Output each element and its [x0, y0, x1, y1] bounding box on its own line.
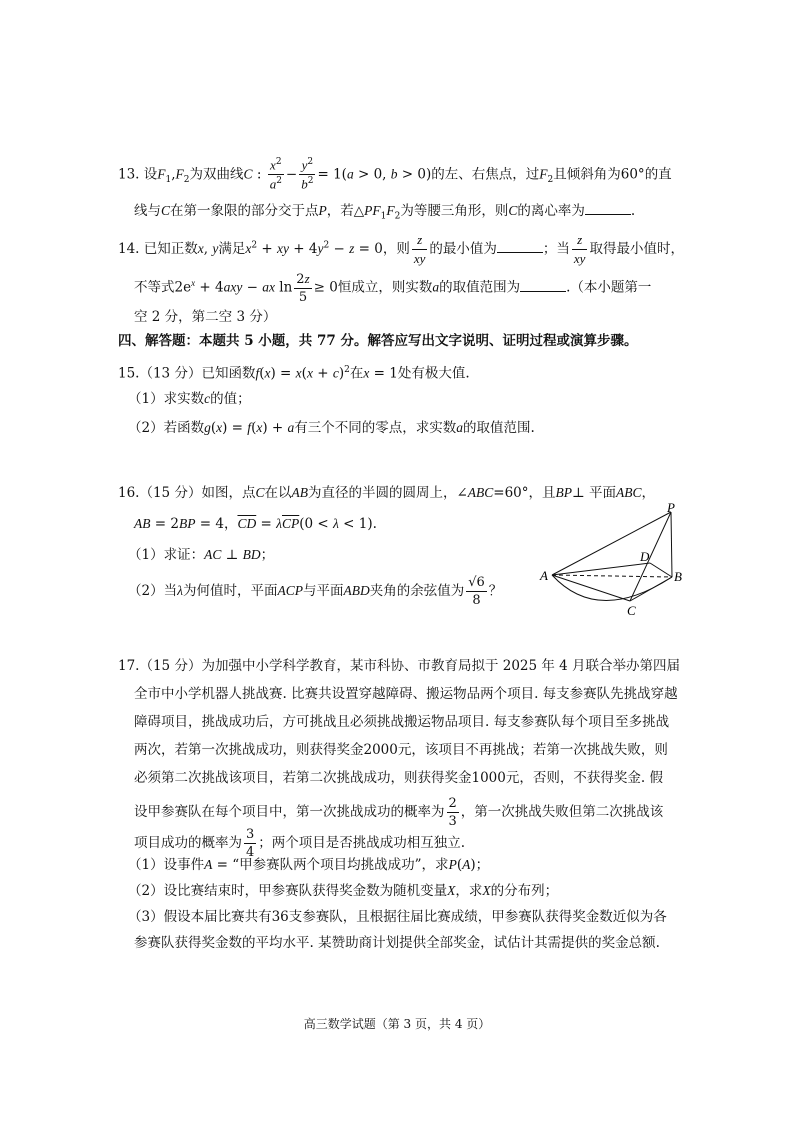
label-c: C — [627, 603, 636, 618]
q15-part1: （1）求实数c的值； — [128, 391, 251, 407]
q14-line2: 不等式$2e^x + 4axy$ − ax ln $\frac{2z}{5}$ ≥ 0恒成立，则实数a的取值范围为 .（本小题第一 — [134, 271, 652, 305]
label-a: A — [540, 568, 548, 583]
q13-line2: 线与C在第一象限的部分交于点P，若$\triangle PF_1F_2$为等腰三角形，则C的离心率为 . — [134, 200, 635, 227]
q14-line3: 空 2 分，第二空 3 分） — [134, 309, 277, 325]
q16-line1: 16.（15 分）如图，点C在以AB为直径的半圆的圆周上，∠ABC=60°，且BP⊥ 平面ABC， — [118, 485, 656, 501]
answer-blank-14a — [497, 238, 543, 253]
section-heading: 四、解答题：本题共 5 小题，共 77 分。解答应写出文字说明、证明过程或演算步骤。 — [118, 333, 638, 349]
q14-line1: 14. 已知正数x, y满足$x^2$ + xy + $4y^2 - z = 0$，则 $\frac{z}{xy}$ 的最小值为 ；当 $\frac{z}{xy}$ 取得最小值时， — [118, 232, 684, 266]
q15-part2: （2）若函数g(x) = f(x) + a有三个不同的零点，求实数a的取值范围. — [128, 420, 535, 436]
q17-part3-cont: 参赛队获得奖金数的平均水平. 某赞助商计划提供全部奖金，试估计其需提供的奖金总额. — [134, 935, 660, 951]
q17-part1: （1）设事件A = “甲参赛队两个项目均挑战成功”，求P(A)； — [128, 857, 490, 873]
label-p: P — [667, 500, 675, 515]
label-b: B — [674, 569, 682, 584]
q13-line1: 13. 设$F_1,F_2$为双曲线C : $\frac{x^2}{a^2}$ − $\frac{y^2}{b^2}$ = 1(a > 0, b > 0)的左、右焦点，过$F_2$且倾斜角为60°的直 — [118, 157, 672, 192]
q15-line1: 15.（13 分）已知函数$f(x) = x(x + c)^2$在x = 1处有极大值. — [118, 365, 470, 382]
q17-line5: 必须第二次挑战该项目，若第二次挑战成功，则获得奖金1000元，否则，不获得奖金. 假 — [134, 770, 663, 786]
answer-blank-13 — [585, 200, 631, 215]
q17-line6: 设甲参赛队在每个项目中，第一次挑战成功的概率为 $\frac{2}{3}$ ，第一次挑战失败但第二次挑战该 — [134, 796, 664, 829]
q17-part2: （2）设比赛结束时，甲参赛队获得奖金数为随机变量X，求X的分布列； — [128, 883, 559, 899]
q16-line2: AB = 2BP = 4，$\overline{CD} = \lambda\overline{CP}(0 < \lambda < 1)$. — [134, 516, 377, 532]
q17-line2: 全市中小学机器人挑战赛. 比赛共设置穿越障碍、搬运物品两个项目. 每支参赛队先挑战穿越 — [134, 686, 678, 702]
q16-part2: （2）当λ为何值时，平面ACP与平面ABD夹角的余弦值为 $\frac{√6}{8}$ ？ — [128, 575, 503, 608]
q17-line7: 项目成功的概率为 $\frac{3}{4}$ ；两个项目是否挑战成功相互独立. — [134, 827, 466, 860]
q17-part3: （3）假设本届比赛共有36支参赛队，且根据往届比赛成绩，甲参赛队获得奖金数近似为各 — [128, 909, 667, 925]
q17-line4: 两次，若第一次挑战成功，则获得奖金2000元，该项目不再挑战；若第一次挑战失败，则 — [134, 742, 668, 758]
q17-line1: 17.（15 分）为加强中小学科学教育，某市科协、市教育局拟于 2025 年 4 月联合举办第四届 — [118, 658, 681, 674]
q16-part1: （1）求证：AC ⊥ BD； — [128, 547, 275, 563]
geometry-figure — [538, 500, 688, 620]
answer-blank-14b — [520, 277, 566, 292]
page-footer: 高三数学试题（第 3 页，共 4 页） — [303, 1017, 491, 1031]
label-d: D — [640, 549, 650, 564]
q17-line3: 障碍项目，挑战成功后，方可挑战且必须挑战搬运物品项目. 每支参赛队每个项目至多挑战 — [134, 714, 670, 730]
